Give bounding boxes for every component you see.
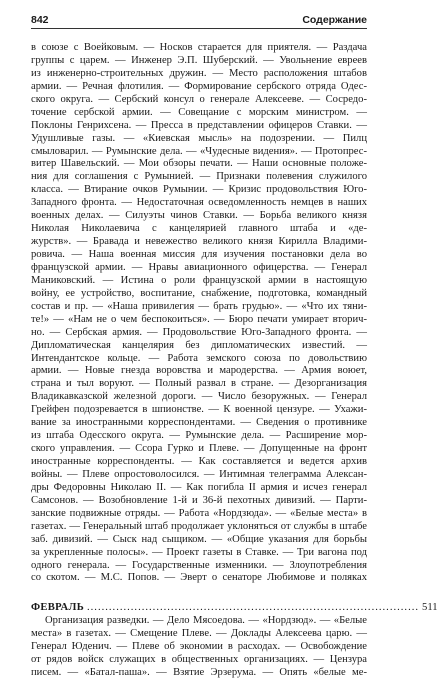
section-title: Содержание <box>302 14 367 26</box>
toc-entry-february[interactable] <box>31 602 438 615</box>
text-line: Удушливые газы. — «Киевская мысль» на подозрении. — Пилц <box>31 132 367 144</box>
text-line: ровича. — Наша военная миссия для изучения постановки дела во <box>31 249 367 260</box>
text-line: Генерал Юденич. — Плеве об экономии в расходах. — Освобождение <box>31 640 367 652</box>
text-line: точение сербской армии. — Совещание с морским министром. — <box>31 106 367 118</box>
text-line: писем. — «Батал-паша». — Взятие Эрзерума. — Опять «белые ме- <box>31 666 367 678</box>
text-line: армии. — Новые гнезда воровства и мародерства. — Армия воюет, <box>31 365 367 377</box>
text-line: журств». — Бравада и невежество великого князя Кирилла Владими- <box>31 236 367 248</box>
text-line: страна и тыл воруют. — Полный развал в стране. — Дезорганизация <box>31 378 367 390</box>
contents-paragraph-february <box>31 615 367 680</box>
text-line: группы с царем. — Инженер Э.П. Шуберский. — Увольнение евреев <box>31 54 367 66</box>
text-line: военных делах. — Силуэты чинов Ставки. — Борьба великого князя <box>31 210 367 222</box>
text-line: Самсонов. — Возобновление 1-й и 36-й пехотных дивизий. — Парти- <box>31 494 367 506</box>
text-line: Грейфен подозревается в шпионстве. — К военной цензуре. — Ухажи- <box>31 404 367 416</box>
text-line: от рядов войск служащих в общественных организациях. — Цензура <box>31 653 367 665</box>
text-line: Дипломатическая канцелярия без дипломатических известий. — <box>31 339 367 351</box>
text-line: Западного фронта. — Недостаточная осведомленность немцев в наших <box>31 197 367 209</box>
text-line: из инженерно-строительных дружин. — Место расположения штабов <box>31 67 367 79</box>
running-header <box>31 12 367 29</box>
text-line: ского округа. — Сербский консул о генерале Алексееве. — Сосредо- <box>31 93 367 105</box>
text-line: газетах. — Генеральный штаб продолжает уклоняться от службы в штабе <box>31 520 367 532</box>
text-line: за укрепленные полосы». — Проект газеты в Ставке. — Три вагона под <box>31 546 367 558</box>
text-line: места» в газетах. — Смещение Плеве. — Доклады Алексеева царю. — <box>31 627 367 639</box>
text-line: ского управления. — Ссора Гурко и Плеве. — Допущенные на фронт <box>31 443 367 455</box>
text-line: Поклоны Генрихсена. — Пресса в представлении офицеров Ставки. — <box>31 119 367 131</box>
text-line: со скотом. — М.С. Попов. — Эверт о сенаторе Любимове и поляках <box>31 572 367 584</box>
text-line: витер Шавельский. — Мои обзоры печати. — Наши основные положе- <box>31 158 367 170</box>
toc-entry-page: 511 <box>422 602 438 613</box>
text-line: иностранные корреспонденты. — Как составляется и ведется архив <box>31 456 367 467</box>
text-line: Маниковский. — Истина о роли французской армии в настоящую <box>31 274 367 286</box>
contents-paragraph <box>31 42 367 585</box>
text-line: те!» — «Нам не о чем беспокоиться». — Бюро печати умирает вторич- <box>31 313 367 325</box>
text-line: войну, ее устройство, воспитание, снабжение, подготовка, командный <box>31 287 367 299</box>
text-line: Организация разведки. — Дело Мясоедова. — «Нордзюд». — «Белые <box>45 615 367 626</box>
text-line: но. — Сербская армия. — Продовольствие Юго-Западного фронта. — <box>31 326 367 338</box>
text-line: ния для соглашения с Румынией. — Признаки полевения служилого <box>31 171 367 183</box>
page-number: 842 <box>31 14 49 26</box>
text-line: одного генерала. — Государственные изменники. — Злоупотребления <box>31 559 367 571</box>
text-line: дры Федоровны Николаю II. — Как погибла II армия и исчез генерал <box>31 481 367 493</box>
text-line: в союзе с Воейковым. — Носков старается для приятеля. — Раздача <box>31 42 367 53</box>
text-line: французской армии. — Нравы авиационного офицерства. — Генерал <box>31 261 367 273</box>
text-line: из штаба Одесского округа. — Румынские дела. — Расширение мор- <box>31 430 367 442</box>
text-line: класса. — Втирание очков Румынии. — Кризис продовольствия Юго- <box>31 184 367 196</box>
text-line: смыловарил. — Румынские дела. — «Чудесные видения». — Протопрес- <box>31 145 367 157</box>
text-line: Владикавказской железной дороги. — Число безоружных. — Генерал <box>31 391 367 403</box>
text-line: заб. дивизий. — Сыск над сыщиком. — «Общие указания для борьбы <box>31 533 367 545</box>
text-line: войны. — Плеве опростоволосился. — Интимная телеграмма Алексан- <box>31 468 367 480</box>
text-line: Николая Николаевича с канцелярией главного штаба и «де- <box>31 223 367 235</box>
text-line: вание за иностранными корреспондентами. — Сведения о противнике <box>31 417 367 429</box>
toc-leader-dots: ........................................................................................... <box>87 602 420 613</box>
toc-entry-title: ФЕВРАЛЬ <box>31 602 84 613</box>
text-line: армии. — Речная флотилия. — Формирование сербского отряда Одес- <box>31 80 367 92</box>
text-line: состав и пр. — «Наша привилегия — брать грудью». — «Что их тяни- <box>31 300 367 312</box>
text-line: занские подвижные отряды. — Работа «Нордзюда». — «Белые места» в <box>31 507 367 519</box>
text-line: Интендантское кольце. — Работа земского союза по довольствию <box>31 352 367 364</box>
